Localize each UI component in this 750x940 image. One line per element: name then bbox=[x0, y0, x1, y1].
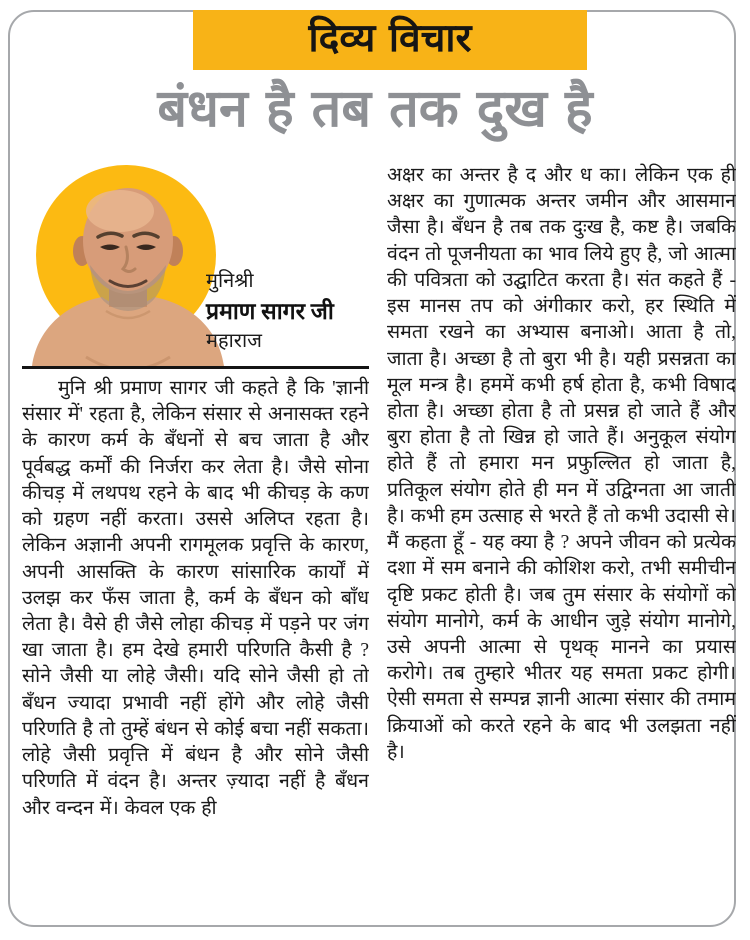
author-name: प्रमाण सागर जी bbox=[206, 299, 334, 324]
monk-portrait-illustration bbox=[26, 179, 230, 366]
kicker-text: दिव्य विचार bbox=[308, 15, 472, 61]
author-names bbox=[206, 267, 334, 356]
author-divider bbox=[22, 366, 369, 369]
article-headline: बंधन है तब तक दुख है bbox=[157, 79, 593, 139]
article-text-right: अक्षर का अन्तर है द और ध का। लेकिन एक ही अक्षर का गुणात्मक अन्तर जमीन और आसमान जैसा है। बँधन है तब तक दुःख है, कष्ट है। जबकि वंदन तो पूजनीयता का भाव लिये हुए है, जो आत्मा की पवित्रता को उद्घाटित करता है। संत कहते हैं - इस मानस तप को अंगीकार करो, हर स्थिति में समता रखने का अभ्यास बनाओ। आता है तो, जाता है। अच्छा है तो बुरा भी है। यही प्रसन्नता का मूल मन्त्र है। हममें कभी हर्ष होता है, कभी विषाद होता है। अच्छा होता है तो प्रसन्न हो जाते हैं और बुरा होता है तो खिन्न हो जाते हैं। अनुकूल संयोग होते हैं तो हमारा मन प्रफुल्लित हो जाता है, प्रतिकूल संयोग होते ही मन में उद्विग्नता आ जाती है। कभी हम उत्साह से भरते हैं तो कभी उदासी से। मैं कहता हूँ - यह क्या है ? अपने जीवन को प्रत्येक दशा में सम बनाने की कोशिश करो, तभी समीचीन दृष्टि प्रकट होती है। जब तुम संसार के संयोगों को संयोग मानोगे, कर्म के आधीन जुड़े संयोग मानोगे, उसे अपनी आत्मा से पृथक् मानने का प्रयास करोगे। तब तुम्हारे भीतर यह समता प्रकट होगी। ऐसी समता से सम्पन्न ज्ञानी आत्मा संसार की तमाम क्रियाओं को करते रहने के बाद भी उलझता नहीं है। bbox=[387, 165, 736, 763]
monk-photo bbox=[22, 163, 234, 366]
author-prefix: मुनिश्री bbox=[206, 270, 254, 292]
kicker-band bbox=[193, 10, 587, 70]
author-suffix: महाराज bbox=[206, 330, 262, 353]
article-text-left: मुनि श्री प्रमाण सागर जी कहते है कि 'ज्ञानी संसार में' रहता है, लेकिन संसार से अनासक्त रहने के कारण कर्म के बँधनों से बच जाता है और पूर्वबद्ध कर्मों की निर्जरा कर लेता है। जैसे सोना कीचड़ में लथपथ रहने के बाद भी कीचड़ के कण को ग्रहण नहीं करता। उससे अलिप्त रहता है। लेकिन अज्ञानी अपनी रागमूलक प्रवृत्ति के कारण, अपनी आसक्ति के कारण सांसारिक कार्यों में उलझ कर फँस जाता है, कर्म के बँधन को बाँध लेता है। वैसे ही जैसे लोहा कीचड़ में पड़ने पर जंग खा जाता है। हम देखे हमारी परिणति कैसी है ? सोने जैसी या लोहे जैसी। यदि सोने जैसी हो तो बँधन ज्यादा प्रभावी नहीं होंगे और लोहे जैसी परिणति है तो तुम्हें बंधन से कोई बचा नहीं सकता। लोहे जैसी प्रवृत्ति में बंधन है और सोने जैसी परिणति में वंदन है। अन्तर ज़्यादा नहीं है बँधन और वन्दन में। केवल एक ही bbox=[22, 378, 369, 819]
article-right-column bbox=[387, 163, 736, 927]
author-block bbox=[22, 163, 369, 366]
article-left-column bbox=[22, 163, 369, 927]
